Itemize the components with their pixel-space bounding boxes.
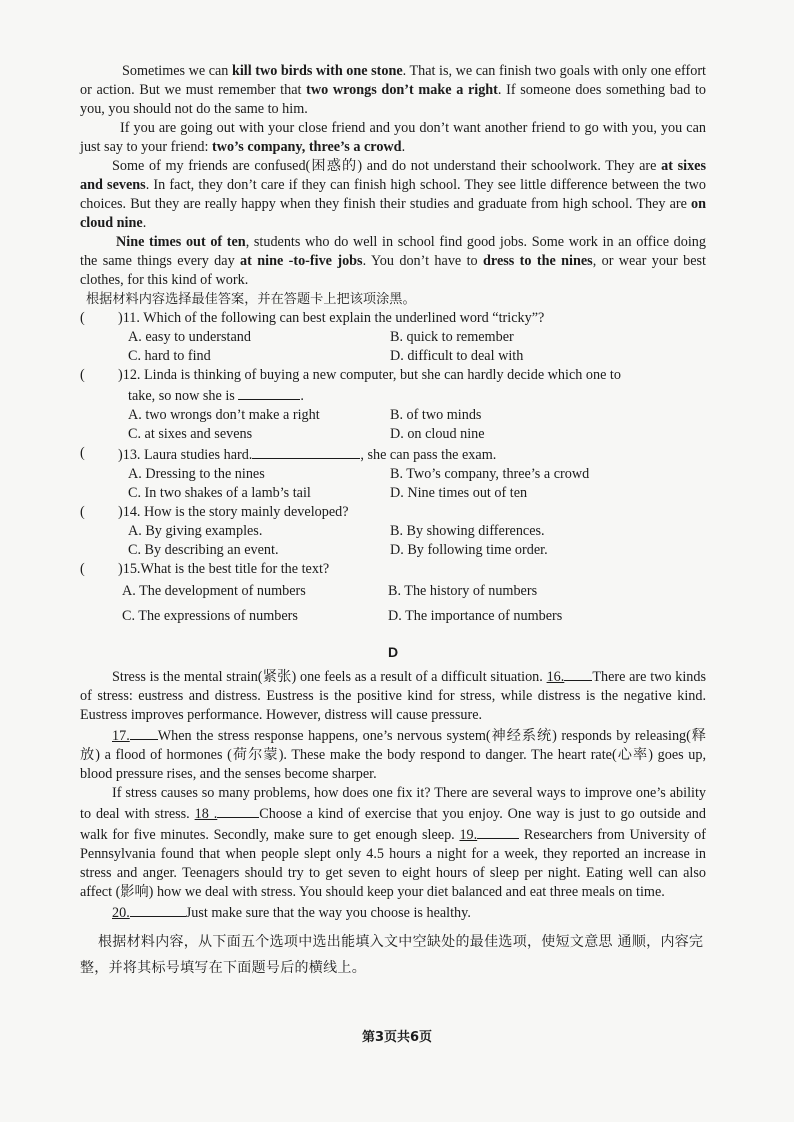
answer-blank[interactable] bbox=[217, 803, 259, 818]
answer-blank[interactable] bbox=[564, 666, 592, 681]
answer-bracket[interactable]: ( bbox=[80, 367, 85, 383]
blank-20[interactable]: 20. bbox=[112, 905, 130, 921]
option-d[interactable]: D. Nine times out of ten bbox=[390, 485, 528, 501]
option-d[interactable]: D. on cloud nine bbox=[390, 426, 485, 442]
bracket-close: ) bbox=[118, 310, 123, 326]
answer-blank[interactable] bbox=[130, 902, 186, 917]
question-stem: 11. Which of the following can best explain the underlined word “tricky”? bbox=[122, 310, 545, 326]
option-a[interactable]: A. Dressing to the nines bbox=[128, 466, 265, 482]
blank-17[interactable]: 17. bbox=[112, 728, 130, 744]
option-b[interactable]: B. quick to remember bbox=[390, 329, 514, 345]
option-a[interactable]: A. two wrongs don’t make a right bbox=[128, 407, 320, 423]
text: , students who do well in school find good jobs. Some work in an office doing the same things every day bbox=[80, 234, 706, 269]
answer-bracket[interactable]: ( bbox=[80, 445, 85, 461]
option-c[interactable]: C. hard to find bbox=[128, 348, 211, 364]
blank-16[interactable]: 16. bbox=[546, 669, 565, 685]
answer-blank[interactable] bbox=[477, 824, 519, 839]
instruction-d: 根据材料内容，从下面五个选项中选出能填入文中空缺处的最佳选项，使短文意思 通顺，内容完整，并将其标号填写在下面题号后的横线上。 bbox=[80, 934, 704, 976]
instruction-c: 根据材料内容选择最佳答案，并在答题卡上把该项涂黑。 bbox=[86, 292, 416, 307]
option-a[interactable]: A. By giving examples. bbox=[128, 523, 263, 539]
text: . bbox=[300, 388, 304, 404]
question-12-line-2 bbox=[80, 385, 706, 406]
option-a[interactable]: A. The development of numbers bbox=[122, 583, 306, 599]
bracket-close: ) bbox=[118, 447, 123, 463]
options-11 bbox=[128, 328, 706, 366]
question-14 bbox=[80, 503, 706, 522]
idiom: on cloud nine bbox=[80, 196, 706, 231]
question-stem: take, so now she is bbox=[128, 388, 235, 404]
idiom: at nine -to-five jobs bbox=[240, 253, 363, 269]
text: . bbox=[142, 215, 147, 231]
options-13 bbox=[128, 465, 706, 503]
passage-c-paragraph-4 bbox=[80, 233, 706, 290]
text: There are two kinds of stress: eustress and distress. Eustress is the positive kind for stress, while distress is the negative kind. Eustress improves performance. However, distress will cause pressure. bbox=[80, 669, 706, 723]
section-d-title: D bbox=[387, 644, 399, 660]
text: Just make sure that the way you choose is healthy. bbox=[185, 905, 471, 921]
question-stem: 13. Laura studies hard. bbox=[122, 447, 253, 463]
passage-c-paragraph-1 bbox=[80, 62, 706, 119]
options-12 bbox=[128, 406, 706, 444]
text: , or wear your best clothes, for this kind of work. bbox=[80, 253, 706, 288]
text: , she can pass the exam. bbox=[360, 447, 497, 463]
answer-bracket[interactable]: ( bbox=[80, 561, 85, 577]
option-b[interactable]: B. By showing differences. bbox=[390, 523, 545, 539]
passage-c-paragraph-3 bbox=[80, 157, 706, 233]
option-b[interactable]: B. of two minds bbox=[390, 407, 482, 423]
question-stem: 12. Linda is thinking of buying a new computer, but she can hardly decide which one to bbox=[122, 367, 621, 383]
blank-18[interactable]: 18 . bbox=[194, 806, 218, 822]
answer-bracket[interactable]: ( bbox=[80, 310, 85, 326]
answer-blank[interactable] bbox=[130, 725, 158, 740]
text: . bbox=[401, 139, 406, 155]
idiom: dress to the nines bbox=[483, 253, 593, 269]
bracket-close: ) bbox=[118, 561, 123, 577]
passage-c-paragraph-2 bbox=[80, 119, 706, 157]
option-d[interactable]: D. The importance of numbers bbox=[388, 608, 563, 624]
text: When the stress response happens, one’s nervous system(神经系统) responds by releasing(释放) a flood of hormones (荷尔蒙). These make the body respond to danger. The heart rate(心率) goes up, blood pressure rises, and the senses become sharper. bbox=[80, 728, 706, 782]
answer-bracket[interactable]: ( bbox=[80, 504, 85, 520]
question-11 bbox=[80, 309, 706, 328]
idiom: at sixes and sevens bbox=[80, 158, 706, 193]
option-a[interactable]: A. easy to understand bbox=[128, 329, 251, 345]
options-14 bbox=[128, 522, 706, 560]
option-c[interactable]: C. The expressions of numbers bbox=[122, 608, 298, 624]
passage-d-paragraph-1 bbox=[80, 666, 706, 725]
question-15 bbox=[80, 560, 706, 579]
answer-blank[interactable] bbox=[238, 385, 300, 400]
page-number: 第3页共6页 bbox=[361, 1030, 433, 1045]
option-d[interactable]: D. By following time order. bbox=[390, 542, 548, 558]
text: Stress is the mental strain(紧张) one feels as a result of a difficult situation. bbox=[112, 669, 547, 685]
passage-d-paragraph-2 bbox=[80, 725, 706, 784]
option-d[interactable]: D. difficult to deal with bbox=[390, 348, 524, 364]
passage-d-paragraph-3 bbox=[80, 784, 706, 902]
text: . That is, we can finish two goals with only one effort or action. But we must remember that bbox=[80, 63, 706, 98]
answer-blank[interactable] bbox=[252, 444, 360, 459]
options-15 bbox=[122, 579, 706, 629]
text: . In fact, they don’t care if they can finish high school. They see little difference between the two choices. But they are really happy when they finish their studies and graduate from high school. They are bbox=[80, 177, 706, 212]
blank-19[interactable]: 19. bbox=[459, 827, 478, 843]
bracket-close: ) bbox=[118, 504, 123, 520]
question-stem: 15.What is the best title for the text? bbox=[122, 561, 330, 577]
text: If stress causes so many problems, how does one fix it? There are several ways to improve one’s ability to deal with stress. bbox=[80, 785, 706, 822]
text: Researchers from University of Pennsylvania found that when people slept only 4.5 hours a night for a week, they reported an increase in stress and anger. Teenagers should try to get seven to eight hours of sleep per night. Eating well can also affect (影响) how we deal with stress. You should keep your diet balanced and eat three meals on time. bbox=[80, 827, 706, 900]
question-13 bbox=[80, 444, 706, 465]
option-c[interactable]: C. In two shakes of a lamb’s tail bbox=[128, 485, 311, 501]
idiom: two’s company, three’s a crowd bbox=[212, 139, 402, 155]
text: If you are going out with your close friend and you don’t want another friend to go with you, you can just say to your friend: bbox=[80, 120, 706, 155]
option-b[interactable]: B. The history of numbers bbox=[388, 583, 538, 599]
question-stem: 14. How is the story mainly developed? bbox=[122, 504, 349, 520]
idiom: kill two birds with one stone bbox=[231, 63, 403, 79]
passage-d-paragraph-4 bbox=[80, 902, 706, 923]
option-c[interactable]: C. By describing an event. bbox=[128, 542, 279, 558]
idiom: Nine times out of ten bbox=[116, 234, 246, 250]
question-12 bbox=[80, 366, 706, 385]
exam-page bbox=[80, 62, 706, 981]
text: Some of my friends are confused(困惑的) and do not understand their schoolwork. They are bbox=[112, 158, 662, 174]
option-c[interactable]: C. at sixes and sevens bbox=[128, 426, 253, 442]
text: Choose a kind of exercise that you enjoy. One way is just to go outside and walk for five minutes. Secondly, make sure to get enough sleep. bbox=[80, 806, 706, 843]
text: . If someone does something bad to you, you should not do the same to him. bbox=[80, 82, 706, 117]
text: . You don’t have to bbox=[362, 253, 484, 269]
idiom: two wrongs don’t make a right bbox=[306, 82, 498, 98]
text: Sometimes we can bbox=[122, 63, 232, 79]
option-b[interactable]: B. Two’s company, three’s a crowd bbox=[390, 466, 590, 482]
bracket-close: ) bbox=[118, 367, 123, 383]
